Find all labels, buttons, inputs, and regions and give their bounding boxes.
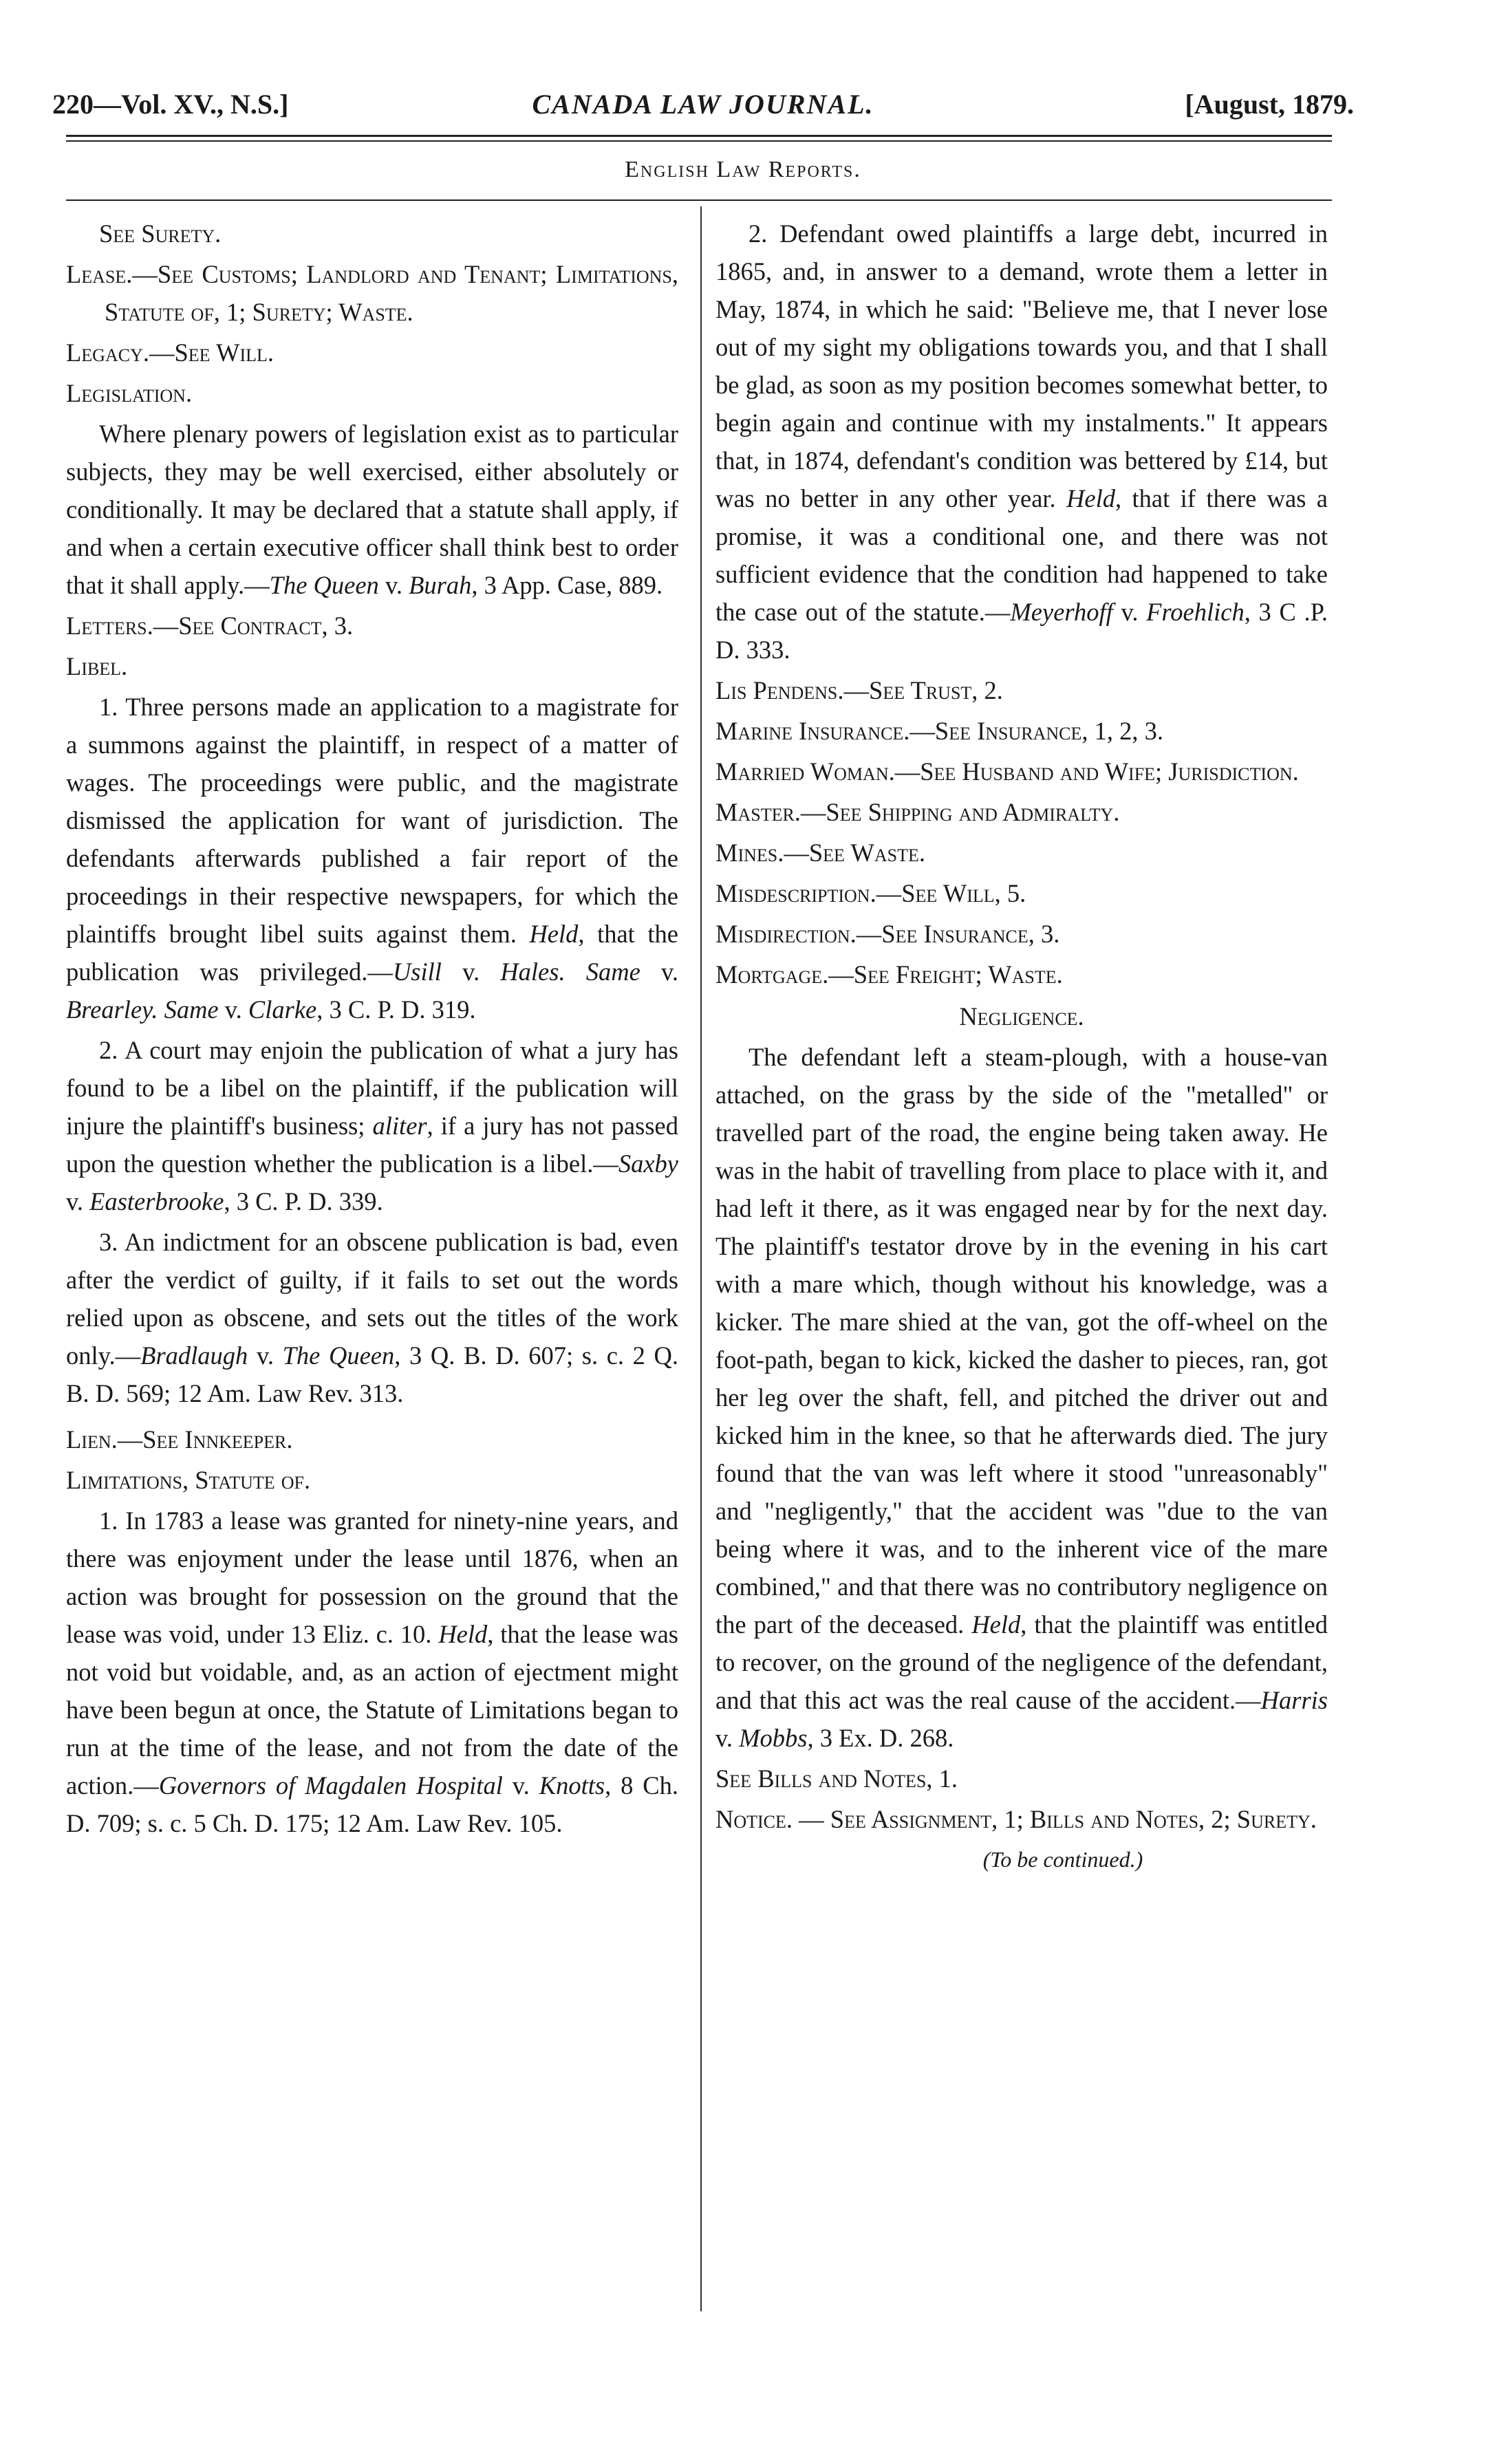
- paragraph-text: , that the plaintiff was entitled to recover, on the ground of the negligence of the defendant, and that this act was the real cause of the accident.—: [715, 1610, 1328, 1714]
- case-name: Hales. Same: [500, 958, 640, 986]
- case-name: The Queen: [282, 1341, 395, 1370]
- paragraph-text: , if a jury has not passed upon the question whether the publication is a libel.—: [66, 1112, 678, 1178]
- case-name: Harris: [1260, 1686, 1328, 1714]
- aliter: aliter: [372, 1112, 427, 1140]
- legislation-paragraph: [66, 415, 678, 604]
- negligence-paragraph: [715, 1038, 1328, 1757]
- heading-libel: Libel.: [66, 652, 128, 680]
- paragraph-text: 3. An indictment for an obscene publication is bad, even after the verdict of guilty, if it fails to set out the words relied upon as obscene, and sets out the titles of the work only.—: [66, 1228, 678, 1370]
- running-header: [52, 81, 1354, 127]
- paragraph-text: 1. In 1783 a lease was granted for ninety-nine years, and there was enjoyment under the lease until 1876, when an action was brought for possession on the ground that the lease was void, under 13 Eliz. c. 10.: [66, 1506, 678, 1648]
- case-name: Mobbs: [739, 1724, 808, 1752]
- case-name: Knotts: [539, 1771, 605, 1800]
- journal-title: CANADA LAW JOURNAL.: [532, 89, 874, 120]
- section-rule: [66, 199, 1332, 201]
- versus: v.: [256, 1341, 274, 1370]
- case-name: Meyerhoff: [1010, 598, 1113, 626]
- citation: , 3 Q. B. D. 607; s. c. 2 Q. B. D. 569; 12 Am. Law Rev. 313.: [66, 1341, 679, 1407]
- citation: , 3 C .P. D. 333.: [715, 598, 1328, 664]
- entry-master: Master.—See Shipping and Admiralty.: [715, 798, 1120, 826]
- case-name: Froehlich: [1146, 598, 1245, 626]
- limitations-paragraph-1: [66, 1502, 678, 1842]
- held: Held: [1066, 484, 1116, 512]
- to-be-continued: (To be continued.): [982, 1847, 1143, 1872]
- left-column: [66, 215, 678, 1845]
- case-name: Governors of Magdalen Hospital: [158, 1771, 503, 1800]
- entry-misdescription: Misdescription.—See Will, 5.: [715, 879, 1026, 907]
- citation: , 3 C. P. D. 339.: [224, 1187, 383, 1215]
- versus: v.: [385, 571, 402, 599]
- case-name: The Queen: [269, 571, 379, 599]
- entry-legacy: Legacy.—See Will.: [66, 338, 274, 367]
- versus: v.: [660, 958, 678, 986]
- citation: , 3 C. P. D. 319.: [316, 995, 476, 1024]
- paragraph-text: 2. A court may enjoin the publication of what a jury has found to be a libel on the plaintiff, if the publication will injure the plaintiff's business;: [66, 1036, 678, 1140]
- legislation-text: Where plenary powers of legislation exist as to particular subjects, they may be well exercised, either absolutely or conditionally. It may be declared that a statute shall apply, if and when a certain executive officer shall think best to order that it shall apply.—: [66, 420, 678, 599]
- paragraph-text: 2. Defendant owed plaintiffs a large debt, incurred in 1865, and, in answer to a demand, wrote them a letter in May, 1874, in which he said: "Believe me, that I never lose out of my sight my obligations towards you, and that I shall be glad, as soon as my position becomes somewhat better, to begin again and continue with my instalments." It appears that, in 1874, defendant's condition was bettered by £14, but was no better in any other year.: [715, 219, 1328, 512]
- versus: v.: [66, 1187, 84, 1215]
- heading-limitations: Limitations, Statute of.: [66, 1466, 311, 1494]
- paragraph-text: , that the lease was not void but voidable, and, as an action of ejectment might have been begun at once, the Statute of Limitations began to run at the time of the lease, and not from the date of the action.—: [66, 1620, 678, 1800]
- entry-mortgage: Mortgage.—See Freight; Waste.: [715, 960, 1063, 988]
- citation: , 3 Ex. D. 268.: [807, 1724, 954, 1752]
- libel-paragraph-2: [66, 1031, 678, 1220]
- issue-date: [August, 1879.: [1185, 89, 1354, 120]
- right-column: [715, 215, 1328, 1881]
- heading-negligence: Negligence.: [959, 1002, 1084, 1030]
- entry-mines: Mines.—See Waste.: [715, 839, 925, 867]
- held: Held: [438, 1620, 488, 1648]
- paragraph-text: The defendant left a steam-plough, with a house-van attached, on the grass by the side of the "metalled" or travelled part of the road, the engine being taken away. He was in the habit of travelling from place to place with it, and had left it there, as it was engaged near by for the next day. The plaintiff's testator drove by in the evening in his cart with a mare which, though without his knowledge, was a kicker. The mare shied at the van, got the off-wheel on the foot-path, began to kick, kicked the dasher to pieces, ran, got her leg over the shaft, fell, and pitched the driver out and kicked him in the knee, so that he afterwards died. The jury found that the van was left where it stood "unreasonably" and "negligently," that the accident was "due to the van being where it was, and to the inherent vice of the mare combined," and that there was no contributory negligence on the part of the deceased.: [715, 1043, 1328, 1639]
- case-name: Brearley. Same: [66, 995, 219, 1024]
- entry-marine-insurance: Marine Insurance.—See Insurance, 1, 2, 3.: [715, 717, 1164, 745]
- entry-lease: Lease.—See Customs; Landlord and Tenant; Limitations, Statute of, 1; Surety; Waste.: [66, 260, 678, 326]
- libel-paragraph-3: [66, 1223, 678, 1412]
- case-name: Easterbrooke: [89, 1187, 224, 1215]
- versus: v.: [512, 1771, 530, 1800]
- entry-see-surety: See Surety.: [99, 219, 222, 248]
- entry-misdirection: Misdirection.—See Insurance, 3.: [715, 920, 1060, 948]
- page-number: 220—Vol. XV., N.S.]: [52, 89, 289, 120]
- limitations-paragraph-2: [715, 215, 1328, 669]
- citation: , 3 App. Case, 889.: [471, 571, 663, 599]
- entry-lis-pendens: Lis Pendens.—See Trust, 2.: [715, 676, 1003, 704]
- entry-married-woman: Married Woman.—See Husband and Wife; Jurisdiction.: [715, 757, 1299, 786]
- column-divider: [700, 206, 702, 2311]
- citation: , 8 Ch. D. 709; s. c. 5 Ch. D. 175; 12 Am. Law Rev. 105.: [66, 1771, 679, 1837]
- header-rule-bottom: [66, 140, 1332, 142]
- header-rule-top: [66, 135, 1332, 137]
- held: Held: [971, 1610, 1021, 1639]
- entry-letters: Letters.—See Contract, 3.: [66, 612, 354, 640]
- entry-see-bills: See Bills and Notes, 1.: [715, 1764, 958, 1793]
- case-name: Clarke: [248, 995, 317, 1024]
- libel-paragraph-1: [66, 688, 678, 1028]
- entry-lien: Lien.—See Innkeeper.: [66, 1425, 293, 1453]
- versus: v.: [462, 958, 480, 986]
- versus: v.: [715, 1724, 733, 1752]
- heading-legislation: Legislation.: [66, 379, 193, 407]
- paragraph-text: , that if there was a promise, it was a conditional one, and there was not sufficient evidence that the condition had happened to take the case out of the statute.—: [715, 484, 1328, 626]
- section-title: English Law Reports.: [625, 157, 861, 182]
- versus: v.: [224, 995, 242, 1024]
- case-name: Burah: [409, 571, 472, 599]
- held: Held: [529, 920, 579, 948]
- case-name: Usill: [392, 958, 442, 986]
- paragraph-text: , that the publication was privileged.—: [66, 920, 678, 986]
- entry-notice: Notice. — See Assignment, 1; Bills and Notes, 2; Surety.: [715, 1805, 1317, 1833]
- case-name: Saxby: [618, 1149, 678, 1178]
- case-name: Bradlaugh: [140, 1341, 248, 1370]
- versus: v.: [1121, 598, 1139, 626]
- paragraph-text: 1. Three persons made an application to a magistrate for a summons against the plaintiff, in respect of a matter of wages. The proceedings were public, and the magistrate dismissed the application for want of jurisdiction. The defendants afterwards published a fair report of the proceedings in their respective newspapers, for which the plaintiffs brought libel suits against them.: [66, 693, 678, 948]
